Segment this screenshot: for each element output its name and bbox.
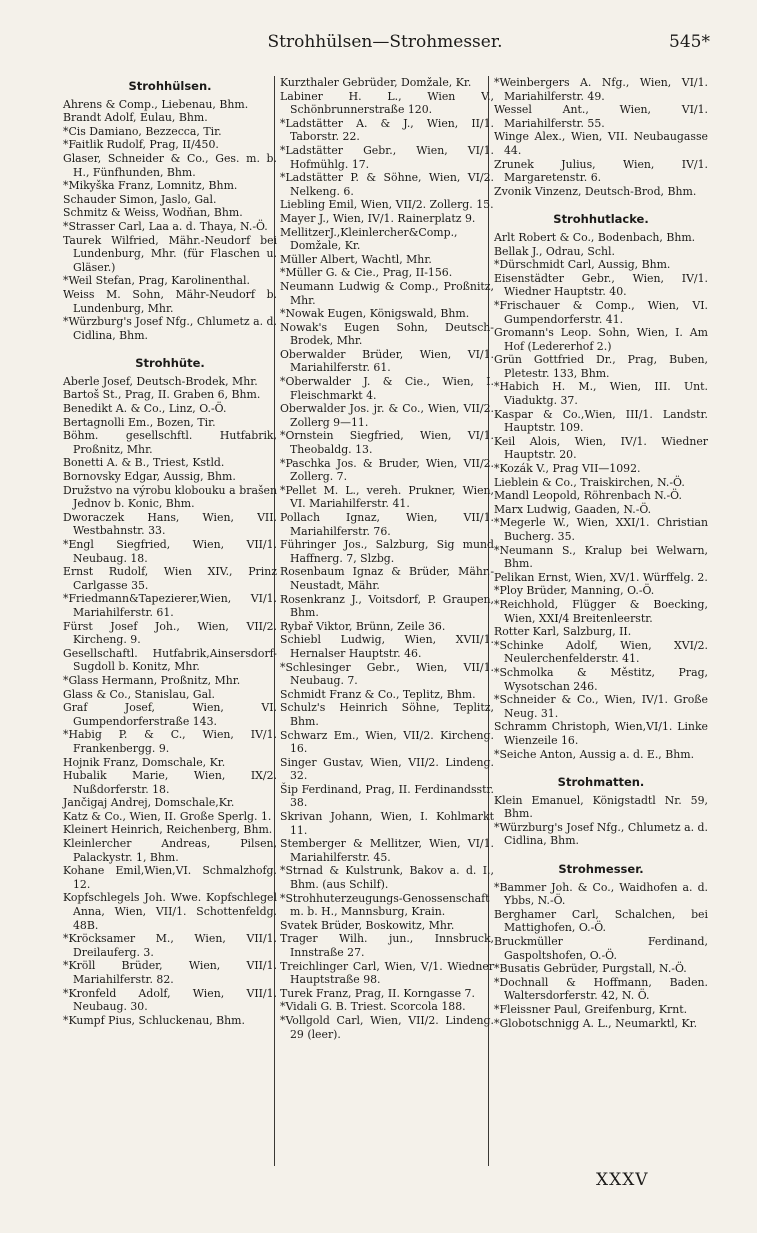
directory-entry: *Busatis Gebrüder, Purgstall, N.-Ö.: [494, 962, 687, 976]
printer-signature: XXXV: [596, 1170, 649, 1190]
directory-entry: Mandl Leopold, Röhrenbach N.-Ö.: [494, 489, 682, 503]
directory-entry: Treichlinger Carl, Wien, V/1. Wiedner Hauptstraße 98.: [280, 959, 494, 987]
directory-entry: Führinger Jos., Salzburg, Sig mund Haffnerg. 7, Slzbg.: [280, 538, 494, 565]
directory-entry: *Nowak Eugen, Königswald, Bhm.: [280, 307, 470, 321]
directory-entry: *Schneider & Co., Wien, IV/1. Große Neug. 31.: [494, 693, 708, 720]
directory-entry: *Pellet M. L., vereh. Prukner, Wien, VI. Mariahilferstr. 41.: [280, 483, 494, 511]
directory-entry: *Weil Stefan, Prag, Karolinenthal.: [63, 274, 250, 288]
directory-entry: Gesellschaftl. Hutfabrik,Ainsersdorf-Sugdoll b. Konitz, Mhr.: [63, 646, 277, 674]
directory-entry: Ahrens & Comp., Liebenau, Bhm.: [63, 97, 249, 111]
directory-entry: Trager Wilh. jun., Innsbruck, Innstraße 27.: [280, 932, 494, 959]
directory-entry: *Glass Hermann, Proßnitz, Mhr.: [63, 673, 241, 687]
directory-entry: Kaspar & Co.,Wien, III/1. Landstr. Hauptstr. 109.: [494, 407, 708, 435]
directory-entry: Lieblein & Co., Traiskirchen, N.-Ö.: [494, 475, 685, 489]
directory-entry: Benedikt A. & Co., Linz, O.-Ö.: [63, 402, 227, 416]
directory-entry: *Dochnall & Hoffmann, Baden. Waltersdorferstr. 42, N. Ö.: [494, 975, 708, 1003]
directory-entry: *Friedmann&Tapezierer,Wien, VI/1. Mariahilferstr. 61.: [63, 592, 277, 619]
directory-entry: Eisenstädter Gebr., Wien, IV/1. Wiedner Hauptstr. 40.: [494, 271, 708, 299]
directory-entry: *Faitlik Rudolf, Prag, II/450.: [63, 138, 219, 152]
directory-entry: Kohane Emil,Wien,VI. Schmalzhofg. 12.: [63, 864, 277, 891]
directory-entry: Weiss M. Sohn, Mähr-Neudorf b. Lundenburg, Mhr.: [63, 287, 277, 315]
directory-entry: Rybař Viktor, Brünn, Zeile 36.: [280, 619, 446, 633]
directory-entry: *Würzburg's Josef Nfg., Chlumetz a. d. Cidlina, Bhm.: [494, 820, 708, 848]
directory-entry: Graf Josef, Wien, VI. Gumpendorferstraße 143.: [63, 701, 277, 728]
directory-entry: Skrivan Johann, Wien, I. Kohlmarkt 11.: [280, 810, 494, 837]
directory-entry: *Kumpf Pius, Schluckenau, Bhm.: [63, 1013, 245, 1027]
directory-entry: *Weinbergers A. Nfg., Wien, VI/1. Mariahilferstr. 49.: [494, 76, 708, 103]
section-heading: Strohhüte.: [135, 356, 205, 371]
directory-entry: *Seiche Anton, Aussig a. d. E., Bhm.: [494, 747, 695, 761]
column-2: [280, 76, 494, 1041]
directory-entry: *Strohhuterzeugungs-Genossenschaft m. b. H., Mannsburg, Krain.: [280, 891, 490, 919]
directory-entry: Zvonik Vinzenz, Deutsch-Brod, Bhm.: [494, 184, 697, 198]
directory-entry: Svatek Brüder, Boskowitz, Mhr.: [280, 918, 455, 932]
directory-entry: Berghamer Carl, Schalchen, bei Mattighofen, O.-Ö.: [494, 907, 708, 935]
directory-entry: Bonetti A. & B., Triest, Kstld.: [63, 456, 225, 470]
directory-entry: *Kröcksamer M., Wien, VII/1. Dreilauferg. 3.: [63, 932, 277, 959]
directory-entry: Pollach Ignaz, Wien, VII/1. Mariahilferstr. 76.: [280, 511, 494, 538]
directory-entry: Wessel Ant., Wien, VI/1. Mariahilferstr. 55.: [494, 103, 708, 130]
directory-entry: *Kröll Brüder, Wien, VII/1. Mariahilferstr. 82.: [63, 959, 277, 986]
directory-entry: Glass & Co., Stanislau, Gal.: [63, 687, 216, 701]
section-heading: Strohmatten.: [557, 775, 645, 790]
directory-entry: *Mikyška Franz, Lomnitz, Bhm.: [63, 179, 238, 193]
page-number: 545*: [669, 32, 710, 52]
directory-entry: *Schinke Adolf, Wien, XVI/2. Neulerchenfelderstr. 41.: [494, 638, 708, 666]
directory-entry: *Ladstätter Gebr., Wien, VI/1. Hofmühlg. 17.: [280, 143, 494, 171]
column-3: [494, 76, 708, 1030]
directory-entry: Fürst Josef Joh., Wien, VII/2. Kircheng. 9.: [63, 619, 277, 647]
directory-entry: *Kozák V., Prag VII—1092.: [494, 462, 641, 476]
directory-entry: *Strasser Carl, Laa a. d. Thaya, N.-Ö.: [63, 219, 268, 233]
directory-entry: Keil Alois, Wien, IV/1. Wiedner Hauptstr. 20.: [494, 434, 708, 462]
directory-entry: Schauder Simon, Jaslo, Gal.: [63, 192, 217, 206]
directory-entry: *Frischauer & Comp., Wien, VI. Gumpendorferstr. 41.: [494, 298, 708, 326]
directory-entry: Schulz's Heinrich Söhne, Teplitz, Bhm.: [280, 701, 494, 728]
section-heading: Strohhülsen.: [128, 79, 212, 93]
page-header: [60, 32, 710, 58]
directory-entry: Hojnik Franz, Domschale, Kr.: [63, 755, 226, 769]
directory-entry: Zrunek Julius, Wien, IV/1. Margaretenstr. 6.: [494, 157, 708, 185]
directory-entry: Müller Albert, Wachtl, Mhr.: [280, 252, 432, 266]
running-title: Strohhülsen—Strohmesser.: [267, 32, 503, 52]
directory-entry: *Würzburg's Josef Nfg., Chlumetz a. d. Cidlina, Bhm.: [63, 315, 277, 342]
directory-entry: Bartoš St., Prag, II. Graben 6, Bhm.: [63, 388, 261, 402]
directory-entry: Arlt Robert & Co., Bodenbach, Bhm.: [494, 230, 696, 244]
directory-entry: MellitzerJ.,Kleinlercher&Comp., Domžale, Kr.: [280, 225, 458, 253]
directory-entry: Ernst Rudolf, Wien XIV., Prinz Carlgasse 35.: [63, 565, 277, 592]
directory-entry: Taurek Wilfried, Mähr.-Neudorf bei Lundenburg, Mhr. (für Flaschen u. Gläser.): [63, 233, 277, 274]
directory-entry: *Bammer Joh. & Co., Waidhofen a. d. Ybbs, N.-Ö.: [494, 880, 708, 908]
directory-entry: Katz & Co., Wien, II. Große Sperlg. 1.: [63, 809, 272, 823]
directory-entry: *Cis Damiano, Bezzecca, Tir.: [63, 124, 222, 138]
directory-entry: Gromann's Leop. Sohn, Wien, I. Am Hof (Ledererhof 2.): [494, 326, 708, 353]
directory-entry: *Oberwalder J. & Cie., Wien, I. Fleischmarkt 4.: [280, 375, 494, 402]
directory-entry: Winge Alex., Wien, VII. Neubaugasse 44.: [494, 130, 708, 157]
directory-entry: *Ploy Brüder, Manning, O.-Ö.: [494, 584, 655, 598]
directory-entry: Schwarz Em., Wien, VII/2. Kircheng. 16.: [280, 728, 494, 756]
directory-entry: *Schmolka & Městitz, Prag, Wysotschan 246.: [494, 665, 708, 693]
directory-entry: Schramm Christoph, Wien,VI/1. Linke Wienzeile 16.: [494, 720, 708, 747]
directory-entry: *Globotschnigg A. L., Neumarktl, Kr.: [494, 1016, 698, 1030]
directory-entry: *Vidali G. B. Triest. Scorcola 188.: [280, 1000, 466, 1014]
directory-entry: Bellak J., Odrau, Schl.: [494, 244, 615, 258]
directory-entry: Bertagnolli Em., Bozen, Tir.: [63, 415, 216, 429]
directory-entry: Hubalik Marie, Wien, IX/2. Nußdorferstr. 18.: [63, 769, 277, 796]
directory-entry: *Engl Siegfried, Wien, VII/1. Neubaug. 18.: [63, 538, 277, 565]
directory-entry: Neumann Ludwig & Comp., Proßnitz, Mhr.: [280, 279, 494, 307]
directory-entry: *Ornstein Siegfried, Wien, VI/1. Theobaldg. 13.: [280, 429, 494, 457]
directory-entry: *Ladstätter A. & J., Wien, II/1. Taborstr. 22.: [280, 116, 494, 144]
directory-entry: Böhm. gesellschftl. Hutfabrik, Proßnitz, Mhr.: [63, 429, 277, 456]
directory-entry: *Neumann S., Kralup bei Welwarn, Bhm.: [494, 543, 708, 571]
directory-entry: *Strnad & Kulstrunk, Bakov a. d. I., Bhm. (aus Schilf).: [280, 864, 494, 892]
directory-entry: Labiner H. L., Wien V., Schönbrunnerstraße 120.: [280, 89, 494, 117]
directory-entry: Grün Gottfried Dr., Prag, Buben, Pletestr. 133, Bhm.: [494, 353, 708, 380]
directory-entry: Dworaczek Hans, Wien, VII. Westbahnstr. 33.: [63, 510, 277, 538]
directory-entry: Bornovsky Edgar, Aussig, Bhm.: [63, 470, 236, 484]
directory-entry: Bruckmüller Ferdinand, Gaspoltshofen, O.-Ö.: [494, 935, 708, 962]
directory-entry: Liebling Emil, Wien, VII/2. Zollerg. 15.: [280, 198, 494, 212]
directory-entry: Pelikan Ernst, Wien, XV/1. Würffelg. 2.: [494, 570, 708, 584]
directory-entry: Aberle Josef, Deutsch-Brodek, Mhr.: [63, 374, 258, 388]
directory-entry: *Vollgold Carl, Wien, VII/2. Lindeng. 29 (leer).: [280, 1013, 494, 1041]
directory-entry: Mayer J., Wien, IV/1. Rainerplatz 9.: [280, 211, 476, 225]
directory-entry: Rosenkranz J., Voitsdorf, P. Graupen, Bhm.: [280, 592, 494, 620]
directory-entry: Klein Emanuel, Königstadtl Nr. 59, Bhm.: [494, 793, 708, 821]
directory-entry: Jančigaj Andrej, Domschale,Kr.: [63, 796, 235, 810]
directory-entry: Singer Gustav, Wien, VII/2. Lindeng. 32.: [280, 755, 494, 783]
directory-entry: Oberwalder Jos. jr. & Co., Wien, VII/2. Zollerg 9—11.: [280, 402, 494, 429]
column-1: [63, 76, 277, 1027]
directory-entry: Nowak's Eugen Sohn, Deutsch-Brodek, Mhr.: [280, 320, 494, 348]
directory-entry: Marx Ludwig, Gaaden, N.-Ö.: [494, 502, 652, 516]
directory-entry: Oberwalder Brüder, Wien, VI/1. Mariahilferstr. 61.: [280, 347, 494, 375]
directory-entry: Kleinert Heinrich, Reichenberg, Bhm.: [63, 823, 273, 837]
directory-entry: *Müller G. & Cie., Prag, II-156.: [280, 266, 453, 280]
directory-entry: Kopfschlegels Joh. Wwe. Kopfschlegel Anna, Wien, VII/1. Schottenfeldg. 48B.: [63, 891, 277, 932]
directory-entry: *Paschka Jos. & Bruder, Wien, VII/2. Zollerg. 7.: [280, 456, 494, 484]
directory-entry: *Habich H. M., Wien, III. Unt. Viaduktg. 37.: [494, 380, 708, 408]
directory-entry: Schmidt Franz & Co., Teplitz, Bhm.: [280, 687, 476, 701]
directory-entry: *Ladstätter P. & Söhne, Wien, VI/2. Nelkeng. 6.: [280, 171, 494, 198]
directory-entry: *Megerle W., Wien, XXI/1. Christian Bucherg. 35.: [494, 516, 708, 543]
directory-entry: Kurzthaler Gebrüder, Domžale, Kr.: [280, 76, 472, 89]
directory-entry: Rotter Karl, Salzburg, II.: [494, 625, 632, 639]
directory-entry: *Dürschmidt Carl, Aussig, Bhm.: [494, 258, 671, 272]
directory-entry: Brandt Adolf, Eulau, Bhm.: [63, 111, 208, 125]
directory-entry: Schiebl Ludwig, Wien, XVII/1. Hernalser Hauptstr. 46.: [280, 633, 494, 660]
directory-entry: *Fleissner Paul, Greifenburg, Krnt.: [494, 1003, 688, 1016]
directory-entry: Šip Ferdinand, Prag, II. Ferdinandsstr. 38.: [280, 782, 494, 810]
directory-entry: Kleinlercher Andreas, Pilsen, Palackystr. 1, Bhm.: [63, 837, 277, 864]
section-heading: Strohhutlacke.: [553, 212, 649, 227]
directory-entry: Rosenbaum Ignaz & Brüder, Mähr.-Neustadt, Mähr.: [280, 565, 494, 592]
directory-entry: Stemberger & Mellitzer, Wien, VI/1. Mariahilferstr. 45.: [280, 837, 494, 864]
directory-entry: *Habig P. & C., Wien, IV/1. Frankenbergg. 9.: [63, 728, 277, 755]
directory-entry: *Kronfeld Adolf, Wien, VII/1. Neubaug. 30.: [63, 986, 277, 1014]
directory-entry: Turek Franz, Prag, II. Korngasse 7.: [280, 986, 475, 1000]
directory-entry: Schmitz & Weiss, Wodňan, Bhm.: [63, 206, 243, 220]
section-heading: Strohmesser.: [558, 862, 644, 877]
directory-entry: *Reichhold, Flügger & Boecking, Wien, XXI/4 Breitenleerstr.: [494, 597, 708, 625]
directory-entry: *Schlesinger Gebr., Wien, VII/1. Neubaug. 7.: [280, 660, 494, 688]
directory-entry: Glaser, Schneider & Co., Ges. m. b. H., Fünfhunden, Bhm.: [63, 151, 277, 179]
directory-entry: Družstvo na výrobu klobouku a brašen Jednov b. Konic, Bhm.: [63, 483, 277, 511]
